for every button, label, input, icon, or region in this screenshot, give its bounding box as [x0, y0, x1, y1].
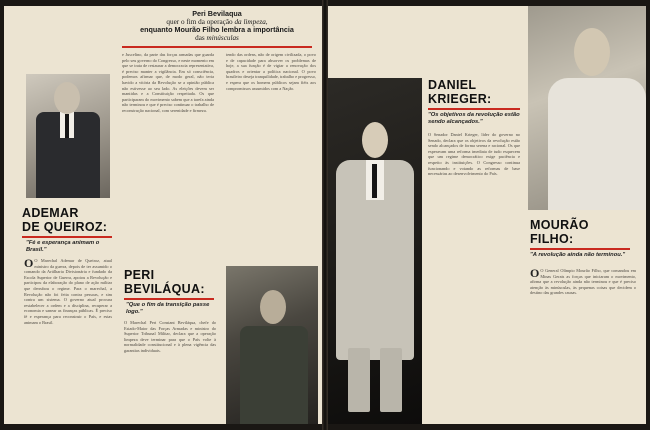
ademar-quote: "Fé e esperança animam o Brasil."	[26, 240, 100, 253]
peri-name-line-1: PERI	[124, 268, 155, 282]
headline-line-3: enquanto Mourão Filho lembra a importância	[140, 25, 294, 34]
peri-quote: "Que o fim da transição passe logo."	[126, 302, 210, 315]
krieger-name-line-2: KRIEGER:	[428, 92, 492, 106]
headline-line-2: quer o fim da operação	[166, 18, 235, 26]
mourao-portrait-photo	[528, 6, 646, 210]
portrait-head	[574, 28, 610, 76]
left-page	[4, 6, 322, 424]
portrait-tie	[372, 164, 377, 198]
headline-line-4: das	[195, 34, 207, 42]
headline-line-4-emphasis: minúsculas	[206, 34, 239, 42]
spread-headline	[124, 10, 310, 42]
mourao-body: O General Olímpio Mourão Filho, que comandou em Minas Gerais as forças que iniciaram o movimento, afirma que a revolução ainda não terminou e que é preciso atenção às minúsculas, às pequenas coisas que decidem o destino das grandes causas.	[530, 268, 636, 296]
mourao-name-line-2: FILHO:	[530, 232, 574, 246]
krieger-name	[428, 78, 492, 106]
right-page	[328, 6, 646, 424]
peri-rule	[124, 298, 214, 300]
headline-divider	[122, 46, 312, 48]
krieger-rule	[428, 108, 520, 110]
krieger-name-line-1: DANIEL	[428, 78, 477, 92]
headline-line-1: Peri Bevilaqua	[192, 9, 242, 18]
mourao-name-line-1: MOURÃO	[530, 218, 589, 232]
portrait-head	[260, 290, 286, 324]
peri-name	[124, 268, 205, 296]
ademar-rule	[22, 236, 112, 238]
portrait-white-uniform	[548, 78, 646, 210]
krieger-article-text: O Senador Daniel Krieger, líder do governo no Senado, declara que os objetivos da revolução estão sendo alcançados de forma serena e racional. Os que esperavam uma reforma imediata de tudo esquecem que um regime democrático exige paciência e respeito às instituições. O Congresso continua funcionando e votando as reformas de base necessárias ao desenvolvimento do País.	[428, 132, 520, 177]
ademar-name	[22, 206, 107, 234]
ademar-name-line-1: ADEMAR	[22, 206, 79, 220]
ademar-body: O Marechal Ademar de Queiroz, atual ministro da guerra, depois de ter assumido o comando da Artilharia Divisionária e fundado da Escola Superior de Guerra, apoiou a Revolução e participou da elaboração do plano de ação militar que derrubou o regime. Para o marechal, a Revolução não foi feita contra pessoas, e sim contra um sistema. O governo atual procura restabelecer a ordem e a disciplina, recuperar a economia e sanear as finanças públicas. É preciso fé e esperança para reconstruir o País, e estas animam o Brasil.	[24, 258, 112, 325]
portrait-uniform	[240, 326, 308, 424]
portrait-left-leg	[348, 348, 370, 412]
portrait-head	[54, 82, 80, 114]
portrait-tie	[65, 114, 69, 138]
middle-article-text: e Juscelino, da parte das forças armadas que guarda pelo seu governo do Congresso, e neste momento em que se trata de restaurar a democracia representativa, é preciso manter a vigilância. Em só consciência, podemos afirmar que, de modo geral, não teria havido a vitória da Revolução se a opinião pública não estivesse ao seu lado. As eleições devem ser mantidas e a Constituição respeitada. Os que participaram do movimento sabem que a tarefa ainda não terminou e que é preciso continuar o trabalho de reconstrução nacional, com serenidade e firmeza.	[122, 52, 214, 113]
krieger-portrait-photo	[328, 78, 422, 424]
mourao-rule	[530, 248, 630, 250]
mourao-name	[530, 218, 589, 246]
mourao-quote: "A revolução ainda não terminou."	[530, 252, 626, 258]
peri-article-text: O Marechal Peri Constant Beviláqua, chefe do Estado-Maior das Forças Armadas e ministro do Superior Tribunal Militar, declara que a operação limpeza deve terminar para que o País volte à normalidade constitucional e à plena vigência das garantias individuais.	[124, 320, 216, 353]
peri-name-line-2: BEVILÁQUA:	[124, 282, 205, 296]
ademar-portrait-photo	[26, 74, 110, 198]
headline-line-2-emphasis: da limpeza,	[234, 18, 268, 26]
ademar-name-line-2: DE QUEIROZ:	[22, 220, 108, 234]
peri-portrait-photo	[226, 266, 318, 424]
mourao-article-text: O O General Olímpio Mourão Filho, que comandou em Minas Gerais as forças que iniciaram o movimento, afirma que a revolução ainda não terminou e que é preciso atenção às minúsculas, às pequenas coisas que decidem o destino das grandes causas.	[530, 268, 636, 296]
portrait-head	[362, 122, 388, 158]
ademar-article-text: O O Marechal Ademar de Queiroz, atual ministro da guerra, depois de ter assumido o comando da Artilharia Divisionária e fundado da Escola Superior de Guerra, apoiou a Revolução e participou da elaboração do plano de ação militar que derrubou o regime. Para o marechal, a Revolução não foi feita contra pessoas, e sim contra um sistema. O governo atual procura restabelecer a ordem e a disciplina, recuperar a economia e sanear as finanças públicas. É preciso fé e esperança para reconstruir o País, e estas animam o Brasil.	[24, 258, 112, 325]
right-article-text: tendo das ordens, não de origem civilizada, o povo e de capacidade para absorver os problemas de hoje, a sua função é de vigiar a renovação dos quadros e orientar a política nacional. O povo brasileiro deseja tranquilidade, trabalho e progresso, e espera que os homens públicos sejam fiéis aos compromissos assumidos com a Nação.	[226, 52, 316, 91]
portrait-right-leg	[380, 348, 402, 412]
krieger-quote: "Os objetivos da revolução estão sendo alcançados."	[428, 112, 520, 125]
